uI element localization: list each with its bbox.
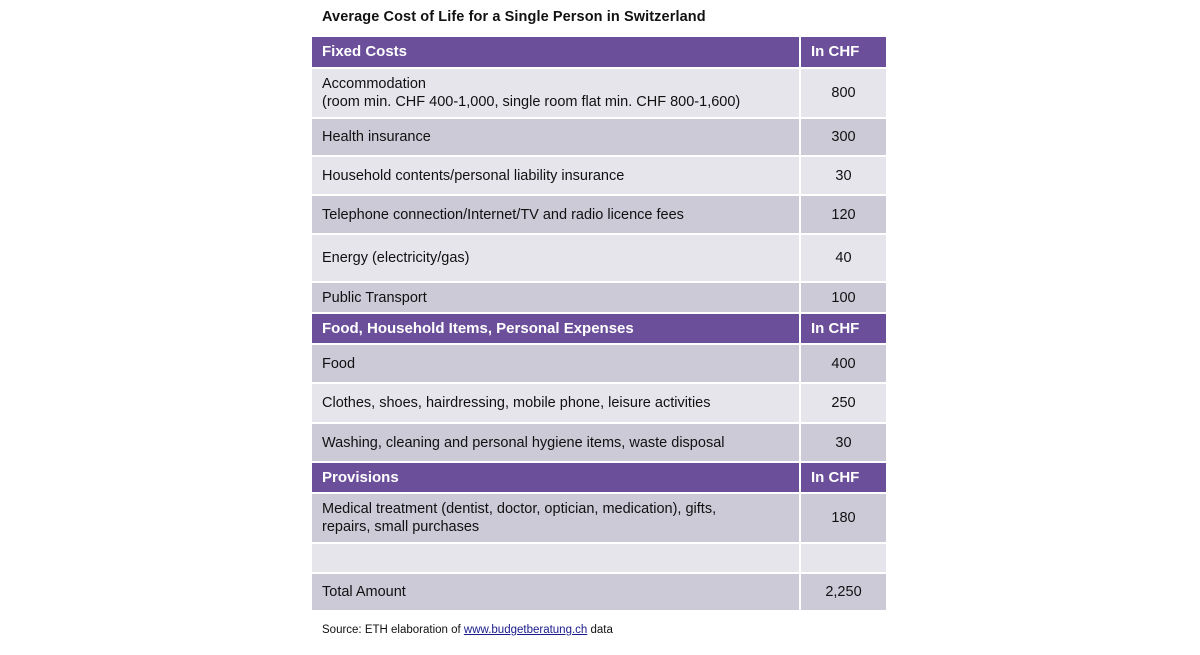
row-label-line: Accommodation <box>322 76 426 92</box>
row-label: Health insurance <box>312 118 800 156</box>
row-label: Telephone connection/Internet/TV and radio licence fees <box>312 195 800 234</box>
row-label: Public Transport <box>312 282 800 313</box>
section-title: Provisions <box>312 462 800 493</box>
empty-cell <box>312 543 800 573</box>
table-row <box>312 383 886 423</box>
row-label <box>312 493 800 543</box>
total-value: 2,250 <box>800 573 886 611</box>
row-label: Clothes, shoes, hairdressing, mobile phone, leisure activities <box>312 383 800 423</box>
row-value: 120 <box>800 195 886 234</box>
table-row <box>312 156 886 195</box>
total-row <box>312 573 886 611</box>
row-value: 250 <box>800 383 886 423</box>
row-label: Food <box>312 344 800 383</box>
table-row <box>312 344 886 383</box>
table-row <box>312 195 886 234</box>
empty-cell <box>800 543 886 573</box>
unit-header: In CHF <box>800 37 886 68</box>
table-row <box>312 234 886 282</box>
table-row <box>312 423 886 462</box>
table-row <box>312 493 886 543</box>
row-value: 180 <box>800 493 886 543</box>
row-label-line: repairs, small purchases <box>322 519 480 535</box>
row-label <box>312 68 800 118</box>
section-header-provisions <box>312 462 886 493</box>
source-link[interactable]: www.budgetberatung.ch <box>463 624 588 636</box>
source-suffix: data <box>587 624 613 636</box>
section-header-fixed-costs <box>312 37 886 68</box>
section-title: Fixed Costs <box>312 37 800 68</box>
row-value: 100 <box>800 282 886 313</box>
cost-table <box>312 37 886 612</box>
unit-header: In CHF <box>800 313 886 344</box>
section-title: Food, Household Items, Personal Expenses <box>312 313 800 344</box>
unit-header: In CHF <box>800 462 886 493</box>
row-value: 400 <box>800 344 886 383</box>
section-header-food <box>312 313 886 344</box>
row-value: 30 <box>800 423 886 462</box>
row-value: 300 <box>800 118 886 156</box>
table-row <box>312 118 886 156</box>
empty-row <box>312 543 886 573</box>
table-title: Average Cost of Life for a Single Person in Switzerland <box>322 9 706 25</box>
row-label-line: Medical treatment (dentist, doctor, optician, medication), gifts, <box>322 501 717 517</box>
table-row <box>312 68 886 118</box>
total-label: Total Amount <box>312 573 800 611</box>
row-label-line: (room min. CHF 400-1,000, single room flat min. CHF 800-1,600) <box>322 94 741 110</box>
source-note <box>322 624 613 636</box>
row-label: Energy (electricity/gas) <box>312 234 800 282</box>
row-value: 30 <box>800 156 886 195</box>
source-prefix: Source: ETH elaboration of <box>322 624 464 636</box>
row-value: 800 <box>800 68 886 118</box>
row-label: Household contents/personal liability insurance <box>312 156 800 195</box>
row-value: 40 <box>800 234 886 282</box>
row-label: Washing, cleaning and personal hygiene items, waste disposal <box>312 423 800 462</box>
table-row <box>312 282 886 313</box>
